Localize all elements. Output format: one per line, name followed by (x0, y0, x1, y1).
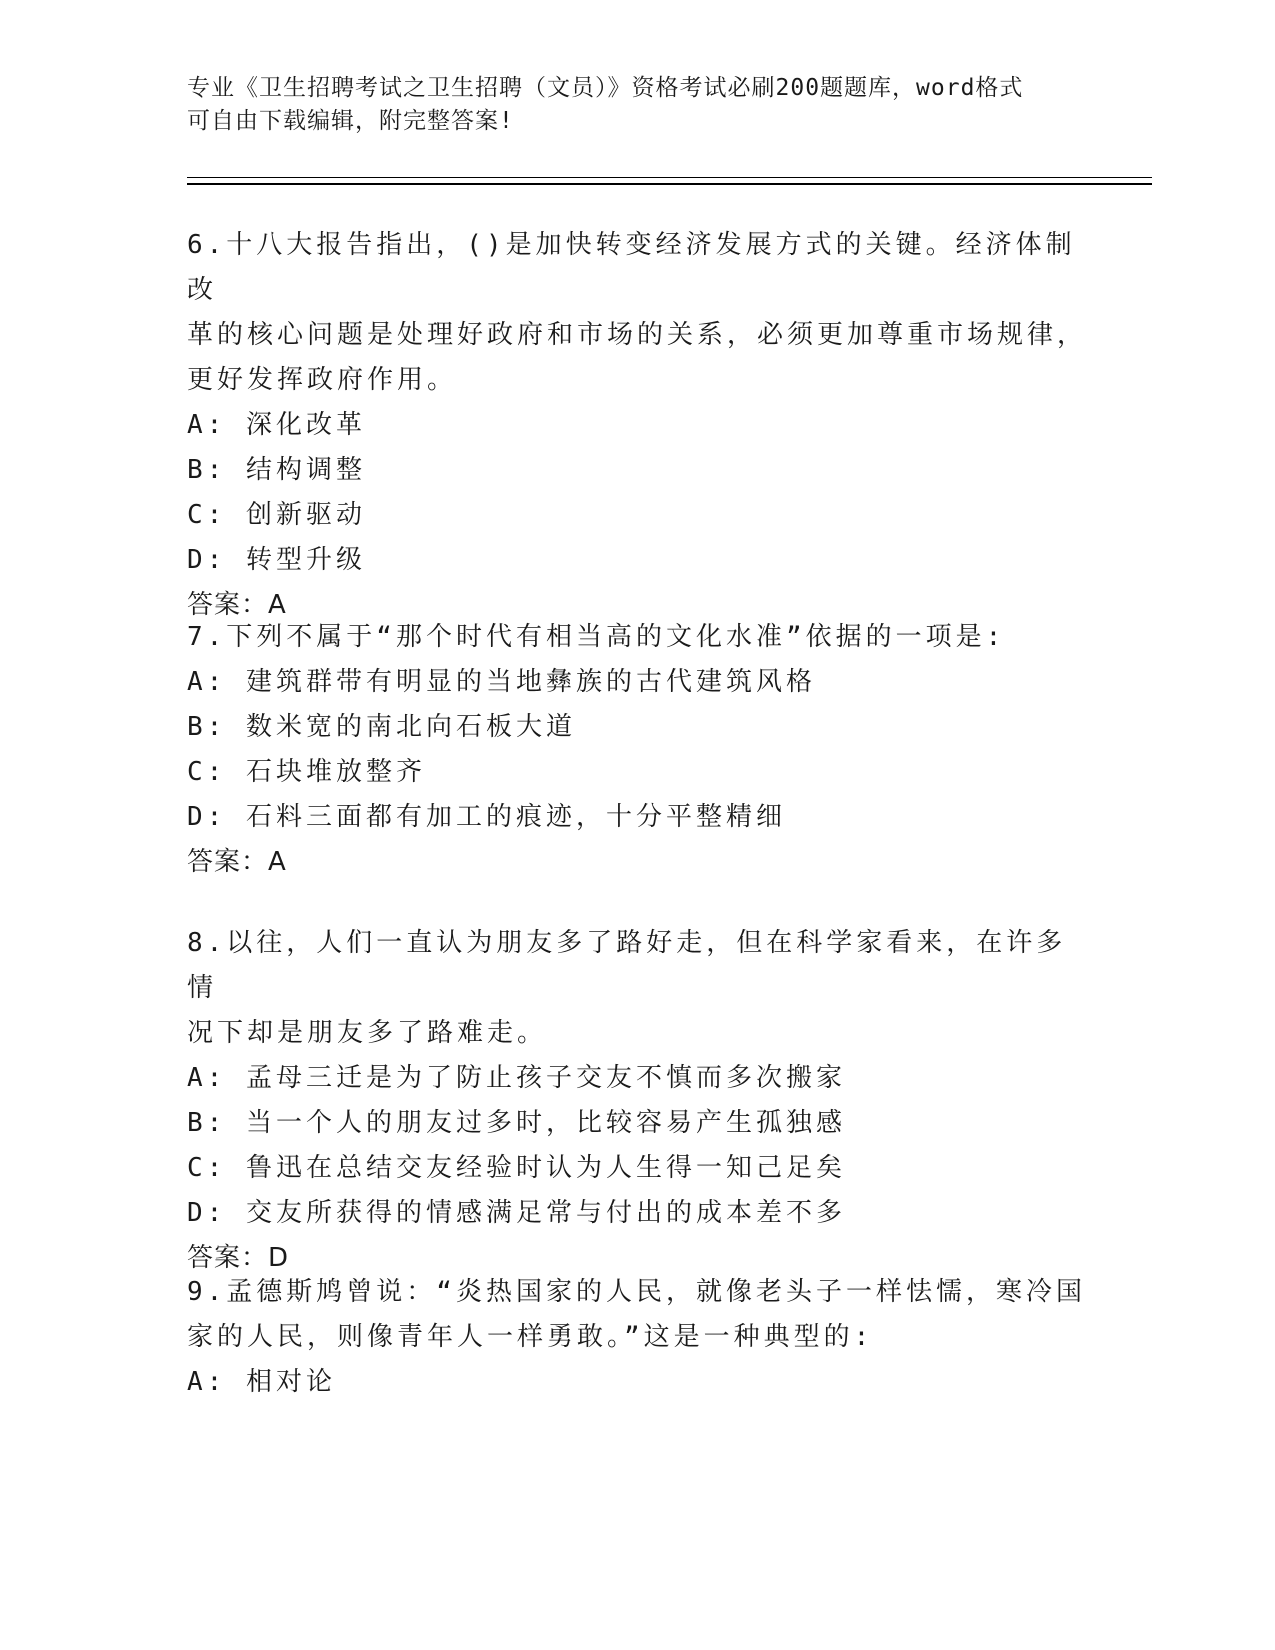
question-7 (187, 615, 1087, 885)
header-divider (187, 177, 1152, 185)
option-c: C: 石块堆放整齐 (187, 757, 426, 787)
answer: 答案：A (187, 590, 287, 620)
header-line-2: 可自由下载编辑，附完整答案! (187, 108, 514, 134)
stem-line: 7.下列不属于“那个时代有相当高的文化水准”依据的一项是: (187, 622, 1006, 652)
answer: 答案：D (187, 1243, 290, 1273)
stem-line: 况下却是朋友多了路难走。 (187, 1018, 548, 1048)
question-6 (187, 223, 1087, 628)
answer: 答案：A (187, 847, 287, 877)
question-9 (187, 1270, 1087, 1405)
option-a: A: 相对论 (187, 1367, 336, 1397)
option-b: B: 数米宽的南北向石板大道 (187, 712, 576, 742)
question-8 (187, 921, 1087, 1281)
option-c: C: 创新驱动 (187, 500, 366, 530)
option-b: B: 当一个人的朋友过多时，比较容易产生孤独感 (187, 1108, 846, 1138)
stem-line: 9.孟德斯鸠曾说：“炎热国家的人民，就像老头子一样怯懦，寒冷国 (187, 1277, 1086, 1307)
option-c: C: 鲁迅在总结交友经验时认为人生得一知己足矣 (187, 1153, 846, 1183)
stem-line: 家的人民，则像青年人一样勇敢。”这是一种典型的: (187, 1322, 874, 1352)
question-stem (187, 921, 1087, 1056)
option-a: A: 孟母三迁是为了防止孩子交友不慎而多次搬家 (187, 1063, 846, 1093)
question-stem (187, 1270, 1087, 1360)
option-a: A: 深化改革 (187, 410, 366, 440)
option-d: D: 石料三面都有加工的痕迹，十分平整精细 (187, 802, 786, 832)
stem-line: 8.以往，人们一直认为朋友多了路好走，但在科学家看来，在许多情 (187, 928, 1067, 1003)
question-stem (187, 223, 1087, 403)
document-header (187, 72, 1087, 138)
header-line-1: 专业《卫生招聘考试之卫生招聘（文员）》资格考试必刷200题题库，word格式 (187, 75, 1024, 101)
option-d: D: 交友所获得的情感满足常与付出的成本差不多 (187, 1198, 846, 1228)
option-b: B: 结构调整 (187, 455, 366, 485)
question-stem (187, 615, 1087, 660)
stem-line: 革的核心问题是处理好政府和市场的关系，必须更加尊重市场规律， (187, 320, 1088, 350)
option-a: A: 建筑群带有明显的当地彝族的古代建筑风格 (187, 667, 816, 697)
stem-line: 6.十八大报告指出，()是加快转变经济发展方式的关键。经济体制改 (187, 230, 1076, 305)
option-d: D: 转型升级 (187, 545, 366, 575)
stem-line: 更好发挥政府作用。 (187, 365, 458, 395)
